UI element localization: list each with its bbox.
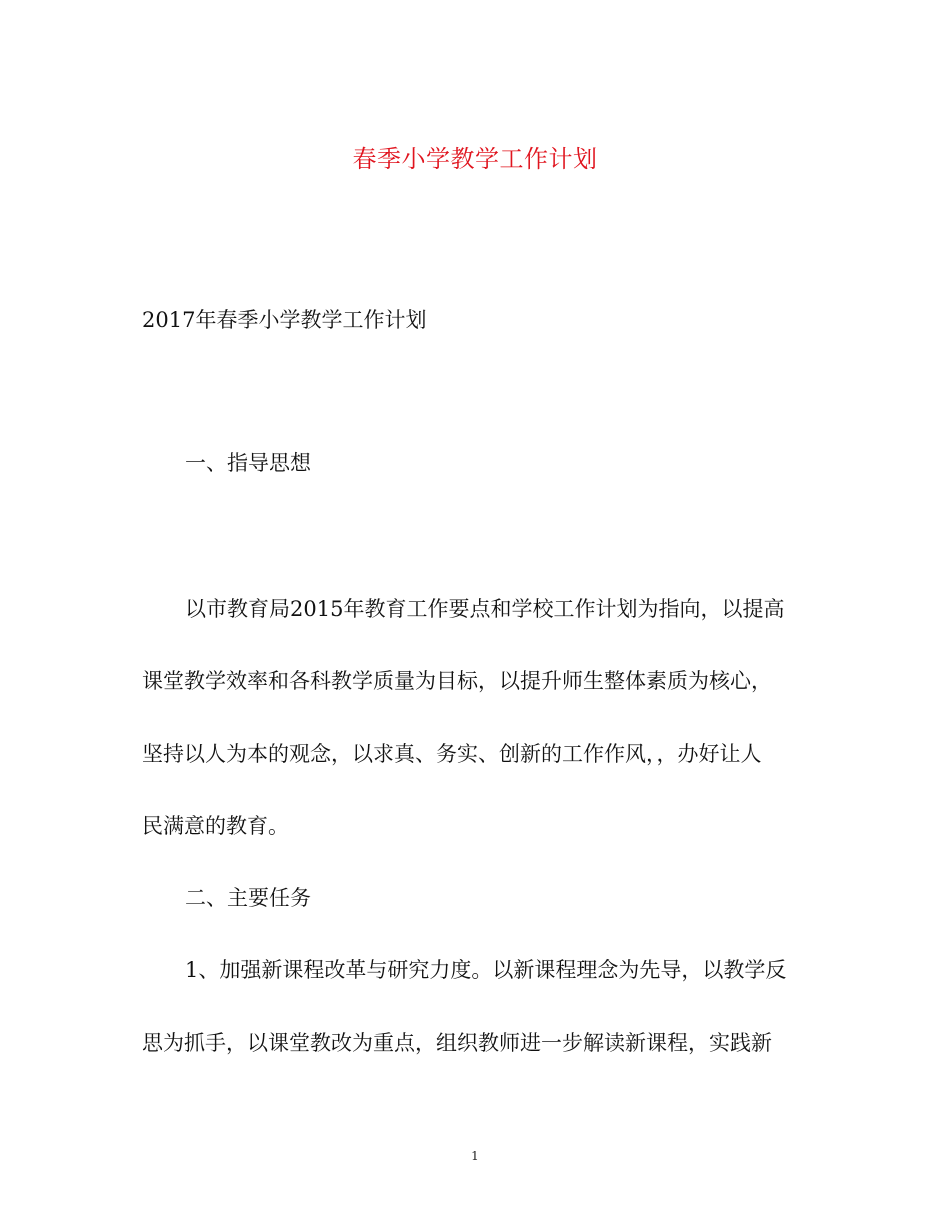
section-heading-main-tasks: 二、主要任务: [185, 886, 311, 910]
paragraph-line: 民满意的教育。: [142, 814, 289, 838]
paragraph-line: 坚持以人为本的观念，以求真、务实、创新的工作作风，，办好让人: [142, 742, 762, 766]
section-heading-guiding-ideology: 一、指导思想: [185, 451, 311, 475]
paragraph-line: 课堂教学效率和各科教学质量为目标，以提升师生整体素质为核心，: [142, 669, 772, 693]
page-number: 1: [471, 1149, 479, 1163]
paragraph-line: 1、加强新课程改革与研究力度。以新课程理念为先导，以教学反: [185, 958, 787, 982]
paragraph-line: 思为抓手，以课堂教改为重点，组织教师进一步解读新课程，实践新: [142, 1031, 772, 1055]
paragraph-line: 以市教育局2015年教育工作要点和学校工作计划为指向，以提高: [185, 597, 785, 621]
document-title: 春季小学教学工作计划: [352, 145, 598, 173]
document-subtitle: 2017年春季小学教学工作计划: [142, 308, 427, 332]
